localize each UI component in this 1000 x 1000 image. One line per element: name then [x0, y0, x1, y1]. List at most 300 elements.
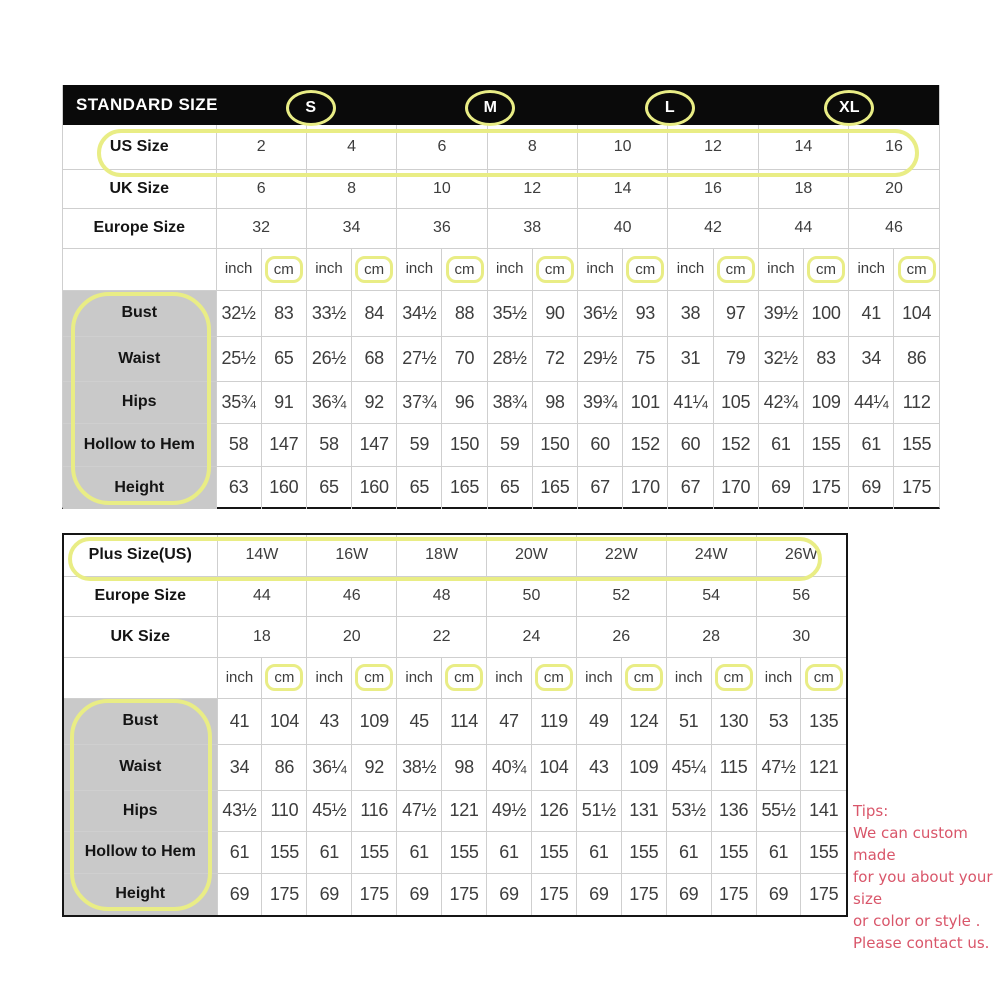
measurement-value: 90: [532, 290, 577, 336]
tips-line: for you about your size: [853, 868, 993, 908]
measurement-value: 170: [623, 466, 668, 509]
measurement-value: 61: [849, 423, 894, 466]
measurement-value: 92: [352, 381, 397, 423]
cm-label-highlighted: cm: [355, 664, 393, 691]
measurement-value: 155: [801, 831, 846, 873]
measurement-value: 79: [713, 336, 758, 381]
size-value: 22: [397, 616, 487, 657]
size-row-label: Europe Size: [64, 576, 217, 616]
size-xl-ellipse: XL: [824, 90, 874, 126]
cm-label-highlighted: cm: [717, 256, 755, 283]
measurement-value: 34½: [397, 290, 442, 336]
measurement-value: 114: [442, 698, 487, 744]
inch-header-cell: [487, 248, 532, 290]
size-value: 6: [216, 169, 306, 208]
measurement-value: 42¾: [758, 381, 803, 423]
inch-label: inch: [585, 668, 613, 686]
size-m-ellipse: M: [465, 90, 515, 126]
cm-header-cell: [442, 248, 487, 290]
measurement-value: 45¼: [666, 744, 711, 790]
size-value: 14W: [217, 535, 307, 576]
measurement-value: 115: [711, 744, 756, 790]
measurement-value: 116: [352, 790, 397, 831]
measurement-row: [64, 790, 846, 831]
measurement-value: 33½: [306, 290, 351, 336]
measurement-value: 49: [576, 698, 621, 744]
size-value: 6: [397, 125, 487, 169]
cm-label-highlighted: cm: [715, 664, 753, 691]
inch-header-cell: [756, 657, 801, 698]
inch-label: inch: [586, 260, 614, 277]
cm-label-highlighted: cm: [807, 256, 845, 283]
size-value: 52: [576, 576, 666, 616]
measurement-value: 37¾: [397, 381, 442, 423]
measurement-value: 41: [849, 290, 894, 336]
measurement-value: 98: [442, 744, 487, 790]
measurement-row-label: Hollow to Hem: [64, 831, 217, 873]
cm-label-highlighted: cm: [805, 664, 843, 691]
cm-label-highlighted: cm: [445, 664, 483, 691]
size-value: 14: [758, 125, 848, 169]
measurement-value: 60: [668, 423, 713, 466]
size-row-label: UK Size: [63, 169, 216, 208]
cm-header-cell: [713, 248, 758, 290]
unit-row: [64, 657, 846, 698]
size-value: 4: [306, 125, 396, 169]
size-value: 24: [487, 616, 577, 657]
size-row: [63, 169, 939, 208]
measurement-value: 72: [532, 336, 577, 381]
measurement-row-label: Height: [64, 873, 217, 915]
inch-header-cell: [487, 657, 532, 698]
standard-size-title: STANDARD SIZE: [76, 95, 218, 114]
measurement-value: 160: [352, 466, 397, 509]
measurement-value: 83: [803, 336, 848, 381]
measurement-value: 69: [849, 466, 894, 509]
size-value: 18: [758, 169, 848, 208]
size-value: 56: [756, 576, 846, 616]
size-value: 12: [668, 125, 758, 169]
measurement-value: 155: [711, 831, 756, 873]
cm-label-highlighted: cm: [898, 256, 936, 283]
size-s-ellipse: S: [286, 90, 336, 126]
inch-header-cell: [668, 248, 713, 290]
measurement-row: [64, 744, 846, 790]
measurement-value: 170: [713, 466, 758, 509]
measurement-value: 31: [668, 336, 713, 381]
measurement-value: 68: [352, 336, 397, 381]
measurement-value: 69: [576, 873, 621, 915]
measurement-row: [63, 381, 939, 423]
size-row: [64, 576, 846, 616]
inch-label: inch: [674, 668, 703, 686]
measurement-value: 175: [803, 466, 848, 509]
inch-label: inch: [495, 668, 523, 686]
measurement-value: 141: [801, 790, 846, 831]
cm-header-cell: [801, 657, 846, 698]
measurement-row: [63, 336, 939, 381]
measurement-value: 175: [711, 873, 756, 915]
size-row-label: Europe Size: [63, 208, 216, 248]
inch-header-cell: [666, 657, 711, 698]
measurement-value: 101: [623, 381, 668, 423]
measurement-value: 58: [306, 423, 351, 466]
measurement-value: 65: [397, 466, 442, 509]
measurement-value: 155: [894, 423, 939, 466]
measurement-value: 43½: [217, 790, 262, 831]
cm-label-highlighted: cm: [535, 664, 573, 691]
measurement-value: 150: [442, 423, 487, 466]
measurement-value: 25½: [216, 336, 261, 381]
measurement-value: 155: [803, 423, 848, 466]
measurement-value: 165: [442, 466, 487, 509]
size-value: 32: [216, 208, 306, 248]
measurement-value: 43: [576, 744, 621, 790]
measurement-value: 131: [621, 790, 666, 831]
measurement-value: 34: [849, 336, 894, 381]
size-row: [64, 535, 846, 576]
measurement-value: 69: [756, 873, 801, 915]
cm-label-highlighted: cm: [536, 256, 574, 283]
cm-header-cell: [711, 657, 756, 698]
size-value: 46: [307, 576, 397, 616]
size-value: 8: [306, 169, 396, 208]
tips-title: Tips:: [853, 802, 889, 820]
measurement-value: 100: [803, 290, 848, 336]
cm-header-cell: [621, 657, 666, 698]
measurement-value: 147: [352, 423, 397, 466]
measurement-value: 109: [352, 698, 397, 744]
measurement-value: 69: [307, 873, 352, 915]
measurement-value: 32½: [216, 290, 261, 336]
size-value: 20W: [487, 535, 577, 576]
measurement-value: 84: [352, 290, 397, 336]
size-row: [64, 616, 846, 657]
measurement-value: 155: [621, 831, 666, 873]
measurement-value: 86: [262, 744, 307, 790]
inch-label: inch: [767, 260, 795, 277]
cm-header-cell: [531, 657, 576, 698]
inch-label: inch: [764, 668, 793, 686]
inch-label: inch: [405, 260, 434, 277]
measurement-value: 29½: [578, 336, 623, 381]
measurement-value: 160: [261, 466, 306, 509]
measurement-value: 70: [442, 336, 487, 381]
measurement-value: 104: [894, 290, 939, 336]
measurement-value: 136: [711, 790, 756, 831]
measurement-value: 67: [578, 466, 623, 509]
measurement-value: 36½: [578, 290, 623, 336]
size-value: 54: [666, 576, 756, 616]
measurement-value: 69: [758, 466, 803, 509]
measurement-value: 121: [442, 790, 487, 831]
cm-header-cell: [894, 248, 939, 290]
size-value: 18: [217, 616, 307, 657]
size-row-label: UK Size: [64, 616, 217, 657]
measurement-value: 175: [262, 873, 307, 915]
measurement-value: 175: [801, 873, 846, 915]
measurement-row-label: Hips: [63, 381, 216, 423]
inch-label: inch: [495, 260, 524, 277]
measurement-value: 165: [532, 466, 577, 509]
measurement-value: 155: [442, 831, 487, 873]
size-value: 20: [849, 169, 939, 208]
measurement-row-label: Bust: [63, 290, 216, 336]
measurement-value: 65: [487, 466, 532, 509]
inch-header-cell: [216, 248, 261, 290]
inch-label: inch: [857, 260, 885, 277]
cm-label-highlighted: cm: [626, 256, 664, 283]
measurement-value: 61: [666, 831, 711, 873]
size-value: 14: [578, 169, 668, 208]
cm-header-cell: [623, 248, 668, 290]
measurement-value: 61: [756, 831, 801, 873]
unit-row-empty-cell: [64, 657, 217, 698]
measurement-value: 53: [756, 698, 801, 744]
tips-line: We can custom made: [853, 824, 968, 864]
measurement-value: 69: [217, 873, 262, 915]
plus-size-table: [62, 533, 848, 917]
measurement-value: 47: [487, 698, 532, 744]
size-value: 26W: [756, 535, 846, 576]
cm-label-highlighted: cm: [265, 664, 303, 691]
size-value: 12: [487, 169, 577, 208]
measurement-row: [64, 873, 846, 915]
plus-size-grid: [64, 535, 846, 915]
measurement-value: 61: [487, 831, 532, 873]
measurement-value: 60: [578, 423, 623, 466]
size-value: 40: [578, 208, 668, 248]
measurement-row: [63, 466, 939, 509]
inch-label: inch: [224, 260, 253, 277]
inch-header-cell: [576, 657, 621, 698]
measurement-value: 44¼: [849, 381, 894, 423]
tips-line: Please contact us.: [853, 934, 990, 952]
measurement-row: [63, 290, 939, 336]
size-value: 50: [487, 576, 577, 616]
measurement-value: 97: [713, 290, 758, 336]
size-value: 26: [576, 616, 666, 657]
cm-header-cell: [261, 248, 306, 290]
size-value: 48: [397, 576, 487, 616]
inch-header-cell: [578, 248, 623, 290]
measurement-value: 155: [531, 831, 576, 873]
measurement-value: 63: [216, 466, 261, 509]
size-group-zone-l: [580, 84, 760, 126]
size-value: 20: [307, 616, 397, 657]
size-value: 2: [216, 125, 306, 169]
measurement-value: 119: [531, 698, 576, 744]
cm-label-highlighted: cm: [355, 256, 393, 283]
size-value: 30: [756, 616, 846, 657]
measurement-row-label: Hollow to Hem: [63, 423, 216, 466]
cm-header-cell: [352, 657, 397, 698]
measurement-value: 155: [262, 831, 307, 873]
measurement-value: 36¾: [306, 381, 351, 423]
size-value: 44: [217, 576, 307, 616]
size-value: 42: [668, 208, 758, 248]
measurement-value: 32½: [758, 336, 803, 381]
measurement-value: 104: [531, 744, 576, 790]
measurement-row-label: Hips: [64, 790, 217, 831]
measurement-value: 59: [487, 423, 532, 466]
measurement-value: 98: [532, 381, 577, 423]
cm-header-cell: [532, 248, 577, 290]
measurement-value: 43: [307, 698, 352, 744]
measurement-row-label: Waist: [64, 744, 217, 790]
size-value: 16: [849, 125, 939, 169]
measurement-value: 45: [397, 698, 442, 744]
measurement-value: 47½: [397, 790, 442, 831]
size-row: [63, 208, 939, 248]
measurement-row-label: Height: [63, 466, 216, 509]
size-value: 24W: [666, 535, 756, 576]
measurement-value: 55½: [756, 790, 801, 831]
measurement-value: 155: [352, 831, 397, 873]
measurement-value: 152: [713, 423, 758, 466]
measurement-value: 109: [621, 744, 666, 790]
measurement-value: 110: [262, 790, 307, 831]
measurement-value: 152: [623, 423, 668, 466]
size-l-ellipse: L: [645, 90, 695, 126]
cm-header-cell: [442, 657, 487, 698]
measurement-value: 38¾: [487, 381, 532, 423]
measurement-value: 35¾: [216, 381, 261, 423]
cm-label-highlighted: cm: [265, 256, 303, 283]
measurement-value: 41: [217, 698, 262, 744]
size-value: 34: [306, 208, 396, 248]
inch-label: inch: [676, 260, 705, 277]
tips-note: [853, 800, 1000, 954]
measurement-value: 51½: [576, 790, 621, 831]
standard-size-header-bar: [63, 85, 939, 125]
measurement-value: 112: [894, 381, 939, 423]
measurement-value: 150: [532, 423, 577, 466]
measurement-value: 27½: [397, 336, 442, 381]
measurement-value: 69: [666, 873, 711, 915]
measurement-value: 124: [621, 698, 666, 744]
standard-size-table: [62, 85, 940, 509]
cm-header-cell: [803, 248, 848, 290]
measurement-value: 86: [894, 336, 939, 381]
measurement-row: [63, 423, 939, 466]
measurement-value: 109: [803, 381, 848, 423]
measurement-value: 45½: [307, 790, 352, 831]
measurement-row: [64, 698, 846, 744]
inch-label: inch: [405, 668, 433, 686]
cm-label-highlighted: cm: [625, 664, 663, 691]
measurement-value: 93: [623, 290, 668, 336]
measurement-value: 91: [261, 381, 306, 423]
inch-header-cell: [217, 657, 262, 698]
measurement-value: 28½: [487, 336, 532, 381]
cm-header-cell: [352, 248, 397, 290]
measurement-value: 38½: [397, 744, 442, 790]
measurement-value: 26½: [306, 336, 351, 381]
measurement-value: 175: [352, 873, 397, 915]
measurement-value: 175: [894, 466, 939, 509]
measurement-value: 58: [216, 423, 261, 466]
measurement-value: 75: [623, 336, 668, 381]
size-value: 10: [578, 125, 668, 169]
measurement-value: 175: [621, 873, 666, 915]
measurement-value: 51: [666, 698, 711, 744]
size-value: 22W: [576, 535, 666, 576]
size-value: 38: [487, 208, 577, 248]
measurement-value: 147: [261, 423, 306, 466]
measurement-value: 69: [487, 873, 532, 915]
measurement-value: 65: [306, 466, 351, 509]
inch-header-cell: [397, 248, 442, 290]
size-value: 10: [397, 169, 487, 208]
inch-header-cell: [307, 657, 352, 698]
size-value: 44: [758, 208, 848, 248]
measurement-value: 47½: [756, 744, 801, 790]
cm-header-cell: [262, 657, 307, 698]
measurement-value: 88: [442, 290, 487, 336]
measurement-value: 126: [531, 790, 576, 831]
measurement-value: 61: [576, 831, 621, 873]
size-row-label: Plus Size(US): [64, 535, 217, 576]
measurement-value: 130: [711, 698, 756, 744]
size-value: 46: [849, 208, 939, 248]
measurement-value: 61: [758, 423, 803, 466]
unit-row-empty-cell: [63, 248, 216, 290]
measurement-value: 39½: [758, 290, 803, 336]
measurement-value: 65: [261, 336, 306, 381]
measurement-value: 38: [668, 290, 713, 336]
measurement-value: 34: [217, 744, 262, 790]
measurement-value: 175: [531, 873, 576, 915]
size-group-zone-m: [401, 84, 581, 126]
measurement-value: 175: [442, 873, 487, 915]
measurement-value: 35½: [487, 290, 532, 336]
measurement-value: 59: [397, 423, 442, 466]
measurement-value: 36¼: [307, 744, 352, 790]
cm-label-highlighted: cm: [446, 256, 484, 283]
measurement-value: 61: [307, 831, 352, 873]
measurement-value: 61: [397, 831, 442, 873]
measurement-value: 61: [217, 831, 262, 873]
size-row-label: US Size: [63, 125, 216, 169]
size-group-zone-s: [221, 84, 401, 126]
measurement-value: 96: [442, 381, 487, 423]
size-value: 16: [668, 169, 758, 208]
size-value: 16W: [307, 535, 397, 576]
measurement-value: 40¾: [487, 744, 532, 790]
inch-header-cell: [849, 248, 894, 290]
size-value: 8: [487, 125, 577, 169]
measurement-value: 135: [801, 698, 846, 744]
standard-size-grid: [63, 125, 939, 509]
measurement-value: 67: [668, 466, 713, 509]
inch-label: inch: [315, 260, 343, 277]
unit-row: [63, 248, 939, 290]
inch-label: inch: [225, 668, 254, 686]
inch-header-cell: [758, 248, 803, 290]
size-value: 36: [397, 208, 487, 248]
measurement-row: [64, 831, 846, 873]
measurement-value: 69: [397, 873, 442, 915]
measurement-value: 105: [713, 381, 758, 423]
inch-header-cell: [306, 248, 351, 290]
measurement-row-label: Waist: [63, 336, 216, 381]
measurement-value: 83: [261, 290, 306, 336]
measurement-value: 121: [801, 744, 846, 790]
size-value: 18W: [397, 535, 487, 576]
tips-line: or color or style .: [853, 912, 981, 930]
size-group-zone-xl: [760, 84, 940, 126]
